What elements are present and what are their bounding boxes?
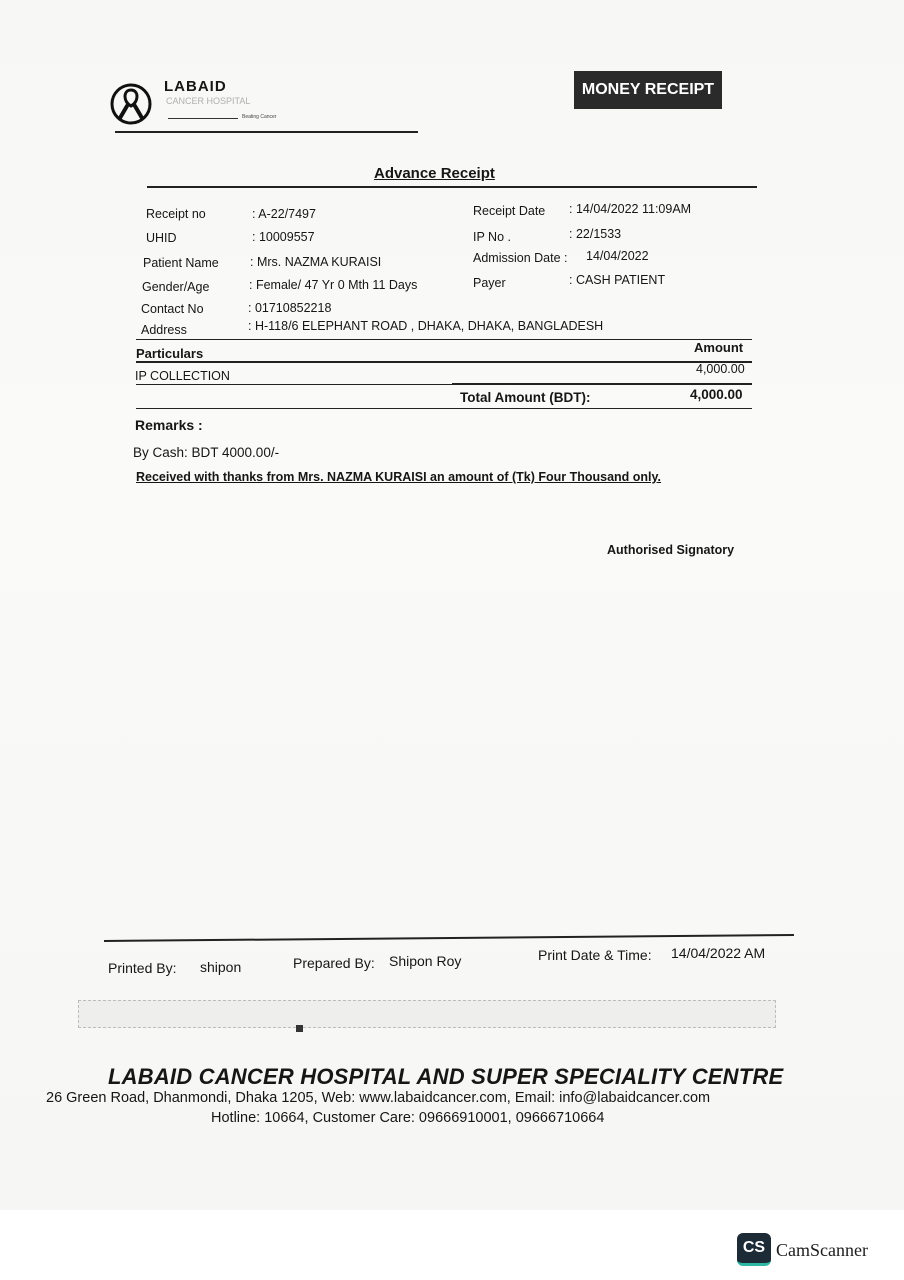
print-date-label: Print Date & Time: (538, 947, 652, 963)
table-row-particular: IP COLLECTION (135, 369, 230, 383)
authorised-signatory: Authorised Signatory (607, 543, 735, 557)
hospital-logo (110, 76, 430, 146)
camscanner-logo-icon: CS (737, 1233, 771, 1266)
payer-value: : CASH PATIENT (569, 273, 666, 287)
ribbon-icon (110, 80, 156, 126)
contact-label: Contact No (141, 302, 204, 316)
stamp-mark (296, 1025, 303, 1032)
prepared-by-value: Shipon Roy (389, 953, 462, 969)
remarks-label: Remarks : (135, 417, 203, 433)
print-date-value: 14/04/2022 AM (671, 945, 766, 961)
patient-name-label: Patient Name (143, 256, 219, 270)
header-rule (115, 131, 418, 133)
patient-name-value: : Mrs. NAZMA KURAISI (250, 255, 382, 269)
camscanner-label: CamScanner (776, 1240, 868, 1260)
logo-divider (168, 118, 238, 119)
total-label: Total Amount (BDT): (460, 390, 591, 405)
faded-stamp (78, 1000, 776, 1028)
table-top-rule (136, 339, 752, 340)
ip-no-value: : 22/1533 (569, 227, 622, 241)
logo-tagline: Beating Cancer (242, 114, 277, 120)
money-receipt-badge: MONEY RECEIPT (574, 71, 722, 109)
admission-date-value: 14/04/2022 (586, 249, 649, 263)
uhid-value: : 10009557 (252, 230, 315, 244)
particulars-header: Particulars (136, 346, 204, 361)
contact-value: : 01710852218 (248, 301, 332, 315)
title-rule (147, 186, 757, 188)
receipt-date-label: Receipt Date (473, 204, 546, 218)
total-value: 4,000.00 (690, 387, 743, 402)
document-title: Advance Receipt (374, 165, 495, 182)
printed-by-label: Printed By: (108, 960, 177, 976)
payer-label: Payer (473, 276, 506, 290)
received-statement: Received with thanks from Mrs. NAZMA KURAISI an amount of (Tk) Four Thousand only. (136, 470, 662, 484)
receipt-date-value: : 14/04/2022 11:09AM (569, 202, 692, 216)
receipt-no-value: : A-22/7497 (252, 207, 316, 221)
table-row-amount: 4,000.00 (696, 362, 745, 376)
logo-name: LABAID (164, 78, 227, 95)
hospital-name: LABAID CANCER HOSPITAL AND SUPER SPECIALITY CENTRE (108, 1064, 784, 1089)
printed-by-value: shipon (200, 959, 242, 975)
ip-no-label: IP No . (473, 230, 511, 244)
table-bottom-rule (136, 408, 752, 409)
admission-date-label: Admission Date : (473, 251, 568, 265)
gender-age-label: Gender/Age (142, 280, 210, 294)
receipt-no-label: Receipt no (146, 207, 206, 221)
address-label: Address (141, 323, 187, 337)
amount-header: Amount (694, 340, 744, 355)
table-header-rule (136, 361, 752, 363)
gender-age-value: : Female/ 47 Yr 0 Mth 11 Days (249, 278, 418, 292)
prepared-by-label: Prepared By: (293, 955, 375, 971)
address-value: : H-118/6 ELEPHANT ROAD , DHAKA, DHAKA, BANGLADESH (248, 319, 604, 333)
logo-subtitle: CANCER HOSPITAL (166, 96, 251, 106)
hospital-hotline: Hotline: 10664, Customer Care: 09666910001, 09666710664 (211, 1110, 605, 1126)
uhid-label: UHID (146, 231, 177, 245)
total-rule (452, 383, 752, 385)
hospital-address: 26 Green Road, Dhanmondi, Dhaka 1205, Web: www.labaidcancer.com, Email: info@labaidcancer.com (46, 1090, 711, 1106)
payment-method: By Cash: BDT 4000.00/- (133, 445, 280, 460)
